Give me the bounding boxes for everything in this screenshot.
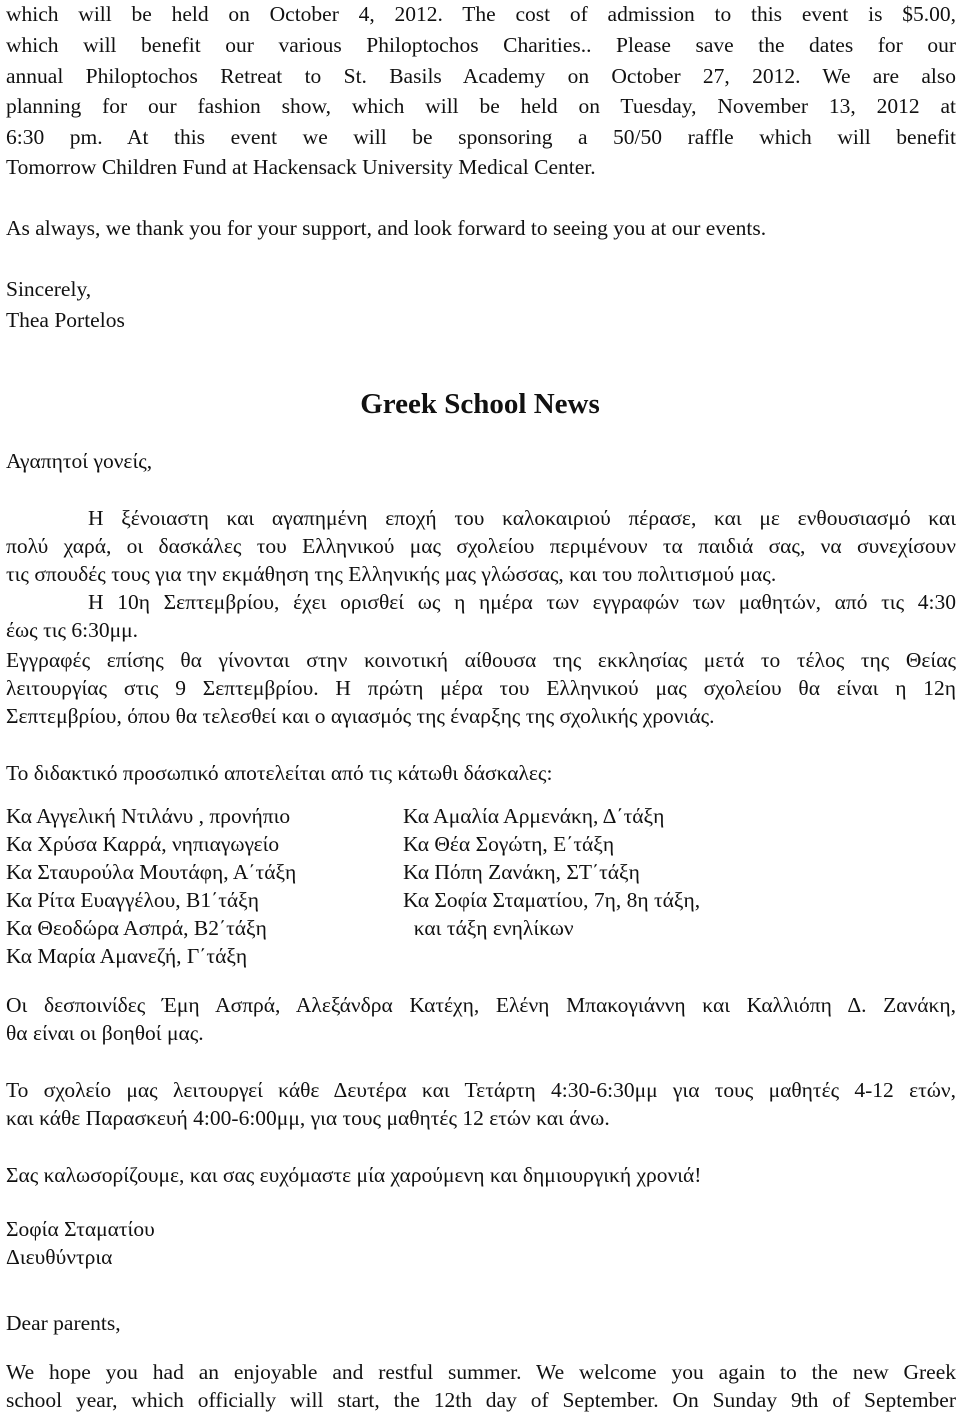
english-greeting: Dear parents, (6, 1311, 121, 1335)
schedule-line-1: Το σχολείο μας λειτουργεί κάθε Δευτέρα και Τετάρτη 4:30-6:30μμ για τους μαθητές 4-12 ετών, (6, 1078, 956, 1102)
intro-line-5: 6:30 pm. At this event we will be sponsoring a 50/50 raffle which will benefit (6, 125, 956, 149)
signature-line: Thea Portelos (6, 308, 125, 332)
staff-right-2: Κα Θέα Σογώτη, Ε΄τάξη (403, 832, 615, 856)
greek-para-line-3: τις σπουδές τους για την εκμάθηση της Ελληνικής μας γλώσσας, και του πολιτισμού μας. (6, 562, 777, 586)
staff-right-5: και τάξη ενηλίκων (403, 916, 574, 940)
staff-right-1: Κα Αμαλία Αρμενάκη, Δ΄τάξη (403, 804, 665, 828)
intro-line-2: which will benefit our various Philoptochos Charities.. Please save the dates for our (6, 33, 956, 57)
assistants-line-1: Οι δεσποινίδες Έμη Ασπρά, Αλεξάνδρα Κατέχη, Ελένη Μπακογιάννη και Καλλιόπη Δ. Ζανάκη, (6, 993, 956, 1017)
staff-left-4: Κα Ρίτα Ευαγγέλου, Β1΄τάξη (6, 888, 260, 912)
staff-left-2: Κα Χρύσα Καρρά, νηπιαγωγείο (6, 832, 280, 856)
staff-right-4: Κα Σοφία Σταματίου, 7η, 8η τάξη, (403, 888, 701, 912)
intro-line-6: Tomorrow Children Fund at Hackensack University Medical Center. (6, 155, 596, 179)
schedule-line-2: και κάθε Παρασκευή 4:00-6:00μμ, για τους μαθητές 12 ετών και άνω. (6, 1106, 610, 1130)
greek-para-line-4: Η 10η Σεπτεμβρίου, έχει ορισθεί ως η ημέρα των εγγραφών των μαθητών, από τις 4:30 (88, 590, 956, 614)
staff-left-6: Κα Μαρία Αμανεζή, Γ΄τάξη (6, 944, 248, 968)
english-letter-line-2: school year, which officially will start, the 12th day of September. On Sunday 9th of September (6, 1388, 956, 1412)
greek-para-line-2: πολύ χαρά, οι δασκάλες του Ελληνικού μας σχολείου περιμένουν τα παιδιά σας, να συνεχίσουν (6, 534, 956, 558)
greek-para-line-7: λειτουργίας στις 9 Σεπτεμβρίου. Η πρώτη μέρα του Ελληνικού μας σχολείου θα είναι η 12η (6, 676, 956, 700)
greek-para-line-1: Η ξένοιαστη και αγαπημένη εποχή του καλοκαιριού πέρασε, και με ενθουσιασμό και (88, 506, 956, 530)
section-title: Greek School News (360, 388, 600, 420)
signer-name: Σοφία Σταματίου (6, 1217, 155, 1241)
welcome-line: Σας καλωσορίζουμε, και σας ευχόμαστε μία χαρούμενη και δημιουργική χρονιά! (6, 1163, 702, 1187)
intro-line-1: which will be held on October 4, 2012. The cost of admission to this event is $5.00, (6, 2, 956, 26)
signer-title: Διευθύντρια (6, 1245, 113, 1269)
intro-line-4: planning for our fashion show, which will be held on Tuesday, November 13, 2012 at (6, 94, 956, 118)
staff-left-1: Κα Αγγελική Ντιλάνυ , προνήπιο (6, 804, 291, 828)
greek-para-line-5: έως τις 6:30μμ. (6, 618, 139, 642)
english-letter-line-1: We hope you had an enjoyable and restful summer. We welcome you again to the new Greek (6, 1360, 956, 1384)
staff-left-5: Κα Θεοδώρα Ασπρά, Β2΄τάξη (6, 916, 267, 940)
staff-intro: Το διδακτικό προσωπικό αποτελείται από τις κάτωθι δάσκαλες: (6, 761, 553, 785)
thanks-line: As always, we thank you for your support, and look forward to seeing you at our events. (6, 216, 767, 240)
greek-greeting: Αγαπητοί γονείς, (6, 449, 153, 473)
closing-line: Sincerely, (6, 277, 92, 301)
intro-line-3: annual Philoptochos Retreat to St. Basils Academy on October 27, 2012. We are also (6, 64, 956, 88)
staff-left-3: Κα Σταυρούλα Μουτάφη, Α΄τάξη (6, 860, 297, 884)
staff-right-3: Κα Πόπη Ζανάκη, ΣΤ΄τάξη (403, 860, 640, 884)
assistants-line-2: θα είναι οι βοηθοί μας. (6, 1021, 204, 1045)
greek-para-line-8: Σεπτεμβρίου, όπου θα τελεσθεί και ο αγιασμός της έναρξης της σχολικής χρονιάς. (6, 704, 715, 728)
greek-para-line-6: Εγγραφές επίσης θα γίνονται στην κοινοτική αίθουσα της εκκλησίας μετά το τέλος της Θείας (6, 648, 956, 672)
